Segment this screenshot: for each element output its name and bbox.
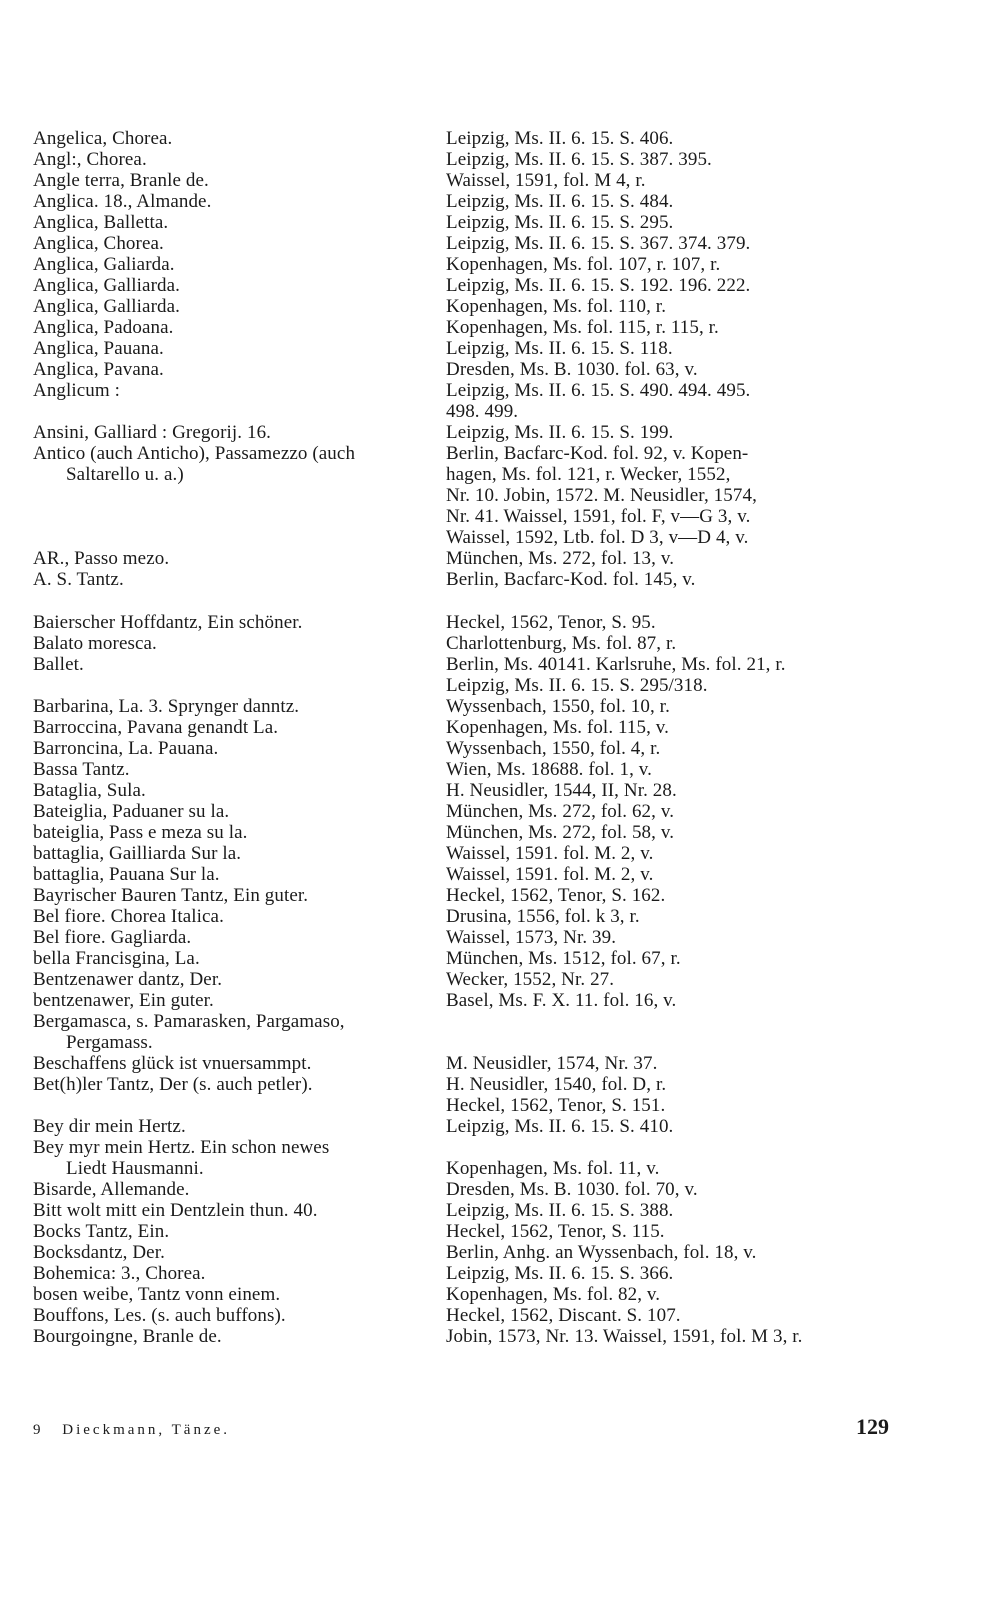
- entry-title-line: battaglia, Pauana Sur la.: [33, 864, 220, 885]
- entry-title: [33, 380, 436, 401]
- entry-source-line: Wyssenbach, 1550, fol. 10, r.: [446, 696, 670, 717]
- entry-source: [446, 1221, 895, 1242]
- entry-title-line: Barroncina, La. Pauana.: [33, 738, 219, 759]
- entry-source: [446, 1242, 895, 1263]
- entry-source: [446, 1137, 895, 1179]
- entry-source-line: Nr. 41. Waissel, 1591, fol. F, v—G 3, v.: [446, 506, 751, 527]
- entry-source: [446, 1200, 895, 1221]
- entry-source: [446, 296, 895, 317]
- entry-title-line: Anglica. 18., Almande.: [33, 191, 212, 212]
- entry-source-line: Leipzig, Ms. II. 6. 15. S. 199.: [446, 422, 674, 443]
- entry-title: [33, 254, 436, 275]
- entry-source-line: Leipzig, Ms. II. 6. 15. S. 484.: [446, 191, 674, 212]
- index-entry: [33, 422, 895, 443]
- entry-title: [33, 1116, 436, 1137]
- entry-source-line: Kopenhagen, Ms. fol. 115, r. 115, r.: [446, 317, 719, 338]
- entry-title-line: Bel fiore. Chorea Italica.: [33, 906, 224, 927]
- index-entry: [33, 191, 895, 212]
- index-entry: [33, 1011, 895, 1053]
- entry-source-line: Nr. 10. Jobin, 1572. M. Neusidler, 1574,: [446, 485, 757, 506]
- entry-title-line: Anglica, Galiarda.: [33, 254, 175, 275]
- entry-source-line: Kopenhagen, Ms. fol. 11, v.: [446, 1158, 660, 1179]
- entry-source-line: Waissel, 1591. fol. M. 2, v.: [446, 864, 654, 885]
- entry-title-line: Bohemica: 3., Chorea.: [33, 1263, 206, 1284]
- index-entry: [33, 969, 895, 990]
- page-footer: [33, 1414, 889, 1440]
- entry-source: [446, 275, 895, 296]
- index-entry: [33, 1284, 895, 1305]
- entry-title-line: Ansini, Galliard : Gregorij. 16.: [33, 422, 272, 443]
- index-entry: [33, 317, 895, 338]
- entry-source: [446, 696, 895, 717]
- entry-title: [33, 927, 436, 948]
- entry-source: [446, 759, 895, 780]
- entry-source-line: Heckel, 1562, Tenor, S. 151.: [446, 1095, 666, 1116]
- entry-source-line: Charlottenburg, Ms. fol. 87, r.: [446, 633, 677, 654]
- entry-source: [446, 569, 895, 590]
- entry-title: [33, 275, 436, 296]
- entry-source: [446, 380, 895, 422]
- index-entry: [33, 864, 895, 885]
- index-entry: [33, 170, 895, 191]
- entry-title-line: Bayrischer Bauren Tantz, Ein guter.: [33, 885, 309, 906]
- entry-source-line: Wien, Ms. 18688. fol. 1, v.: [446, 759, 652, 780]
- entry-title-line: Antico (auch Anticho), Passamezzo (auch: [33, 443, 356, 464]
- entry-source-line: Berlin, Bacfarc-Kod. fol. 92, v. Kopen-: [446, 443, 749, 464]
- index-entry: [33, 548, 895, 569]
- entry-source-line: 498. 499.: [446, 401, 519, 422]
- entry-source-line: Dresden, Ms. B. 1030. fol. 63, v.: [446, 359, 698, 380]
- index-entries: [33, 128, 895, 1347]
- entry-title: [33, 1074, 436, 1095]
- signature-text: Dieckmann, Tänze.: [62, 1422, 231, 1438]
- entry-title-line: bella Francisgina, La.: [33, 948, 200, 969]
- entry-title: [33, 780, 436, 801]
- entry-title: [33, 759, 436, 780]
- entry-source-line: Leipzig, Ms. II. 6. 15. S. 366.: [446, 1263, 674, 1284]
- entry-title-line: Bitt wolt mitt ein Dentzlein thun. 40.: [33, 1200, 318, 1221]
- entry-title: [33, 128, 436, 149]
- index-entry: [33, 1305, 895, 1326]
- entry-title: [33, 359, 436, 380]
- index-entry: [33, 633, 895, 654]
- entry-title: [33, 843, 436, 864]
- entry-source: [446, 1074, 895, 1116]
- index-entry: [33, 128, 895, 149]
- entry-source: [446, 1284, 895, 1305]
- entry-title: [33, 801, 436, 822]
- entry-source-line: H. Neusidler, 1544, II, Nr. 28.: [446, 780, 677, 801]
- entry-source: [446, 443, 895, 548]
- entry-source: [446, 864, 895, 885]
- entry-source-line: Leipzig, Ms. II. 6. 15. S. 406.: [446, 128, 674, 149]
- entry-source-line: München, Ms. 272, fol. 62, v.: [446, 801, 675, 822]
- entry-title-line: Beschaffens glück ist vnuersammpt.: [33, 1053, 312, 1074]
- entry-title-line: Ballet.: [33, 654, 84, 675]
- entry-source: [446, 1179, 895, 1200]
- entry-source: [446, 422, 895, 443]
- entry-title-line: Anglica, Chorea.: [33, 233, 164, 254]
- entry-title-line: AR., Passo mezo.: [33, 548, 170, 569]
- index-entry: [33, 1200, 895, 1221]
- entry-title-line: Bocks Tantz, Ein.: [33, 1221, 170, 1242]
- index-entry: [33, 1137, 895, 1179]
- index-entry: [33, 1221, 895, 1242]
- index-entry: [33, 696, 895, 717]
- entry-source-line: Dresden, Ms. B. 1030. fol. 70, v.: [446, 1179, 698, 1200]
- entry-title: [33, 864, 436, 885]
- entry-title-line: Bassa Tantz.: [33, 759, 130, 780]
- entry-source: [446, 149, 895, 170]
- entry-title-line: Bey dir mein Hertz.: [33, 1116, 186, 1137]
- entry-title: [33, 990, 436, 1011]
- entry-source: [446, 990, 895, 1011]
- index-entry: [33, 612, 895, 633]
- entry-title: [33, 1137, 436, 1179]
- entry-title-line: bentzenawer, Ein guter.: [33, 990, 214, 1011]
- entry-source-line: M. Neusidler, 1574, Nr. 37.: [446, 1053, 658, 1074]
- entry-source: [446, 633, 895, 654]
- index-entry: [33, 1053, 895, 1074]
- entry-source-line: München, Ms. 272, fol. 13, v.: [446, 548, 675, 569]
- index-entry: [33, 149, 895, 170]
- entry-title-line: Baierscher Hoffdantz, Ein schöner.: [33, 612, 303, 633]
- entry-title: [33, 969, 436, 990]
- entry-title-line: bosen weibe, Tantz vonn einem.: [33, 1284, 281, 1305]
- entry-source: [446, 927, 895, 948]
- entry-source-line: Leipzig, Ms. II. 6. 15. S. 295/318.: [446, 675, 708, 696]
- entry-source: [446, 654, 895, 696]
- index-entry: [33, 1179, 895, 1200]
- entry-title: [33, 233, 436, 254]
- entry-title-line: A. S. Tantz.: [33, 569, 124, 590]
- entry-title: [33, 1284, 436, 1305]
- entry-title: [33, 1242, 436, 1263]
- entry-title-line: Barbarina, La. 3. Sprynger danntz.: [33, 696, 300, 717]
- entry-title-line: bateiglia, Pass e meza su la.: [33, 822, 248, 843]
- entry-title: [33, 1263, 436, 1284]
- entry-source: [446, 191, 895, 212]
- entry-source-line: Wecker, 1552, Nr. 27.: [446, 969, 615, 990]
- entry-title-line: Anglica, Galliarda.: [33, 296, 180, 317]
- entry-source: [446, 1116, 895, 1137]
- entry-title: [33, 443, 436, 485]
- entry-source-line: Heckel, 1562, Tenor, S. 95.: [446, 612, 656, 633]
- entry-title: [33, 696, 436, 717]
- entry-source-line: Kopenhagen, Ms. fol. 110, r.: [446, 296, 667, 317]
- entry-title: [33, 1305, 436, 1326]
- entry-source: [446, 1053, 895, 1074]
- entry-title: [33, 296, 436, 317]
- entry-title-line: Bisarde, Allemande.: [33, 1179, 190, 1200]
- entry-source: [446, 254, 895, 275]
- entry-source: [446, 1326, 895, 1347]
- entry-source-line: Waissel, 1592, Ltb. fol. D 3, v—D 4, v.: [446, 527, 749, 548]
- entry-title-line: Angelica, Chorea.: [33, 128, 173, 149]
- index-entry: [33, 359, 895, 380]
- index-entry: [33, 212, 895, 233]
- entry-source: [446, 969, 895, 990]
- entry-source: [446, 128, 895, 149]
- entry-title-line: Anglica, Padoana.: [33, 317, 174, 338]
- entry-title: [33, 1326, 436, 1347]
- index-entry: [33, 990, 895, 1011]
- entry-source-line: Waissel, 1591. fol. M. 2, v.: [446, 843, 654, 864]
- entry-source-line: Waissel, 1573, Nr. 39.: [446, 927, 617, 948]
- entry-source-line: München, Ms. 1512, fol. 67, r.: [446, 948, 681, 969]
- entry-source-line: Kopenhagen, Ms. fol. 115, v.: [446, 717, 670, 738]
- entry-source: [446, 359, 895, 380]
- entry-source-line: Leipzig, Ms. II. 6. 15. S. 410.: [446, 1116, 674, 1137]
- entry-title-line: Bentzenawer dantz, Der.: [33, 969, 223, 990]
- entry-title-line: Bouffons, Les. (s. auch buffons).: [33, 1305, 286, 1326]
- index-entry: [33, 717, 895, 738]
- index-entry: [33, 885, 895, 906]
- entry-source: [446, 1305, 895, 1326]
- entry-title: [33, 654, 436, 675]
- entry-title-line: battaglia, Gailliarda Sur la.: [33, 843, 242, 864]
- entry-source: [446, 822, 895, 843]
- entry-source-line: Leipzig, Ms. II. 6. 15. S. 192. 196. 222.: [446, 275, 751, 296]
- entry-source: [446, 548, 895, 569]
- entry-title: [33, 191, 436, 212]
- entry-source-line: H. Neusidler, 1540, fol. D, r.: [446, 1074, 667, 1095]
- entry-title-line: Anglica, Pavana.: [33, 359, 164, 380]
- entry-title: [33, 738, 436, 759]
- entry-source-line: Kopenhagen, Ms. fol. 107, r. 107, r.: [446, 254, 721, 275]
- entry-title: [33, 422, 436, 443]
- entry-source: [446, 906, 895, 927]
- entry-source-line: Berlin, Ms. 40141. Karlsruhe, Ms. fol. 21, r.: [446, 654, 786, 675]
- index-entry: [33, 1074, 895, 1116]
- entry-title: [33, 569, 436, 590]
- index-entry: [33, 654, 895, 696]
- entry-title-line: Anglicum :: [33, 380, 121, 401]
- entry-title-line: Angle terra, Branle de.: [33, 170, 209, 191]
- entry-source-line: Leipzig, Ms. II. 6. 15. S. 388.: [446, 1200, 674, 1221]
- entry-source-line: Waissel, 1591, fol. M 4, r.: [446, 170, 646, 191]
- index-entry: [33, 843, 895, 864]
- index-entry: [33, 1326, 895, 1347]
- index-entry: [33, 822, 895, 843]
- entry-source-line: Leipzig, Ms. II. 6. 15. S. 118.: [446, 338, 673, 359]
- entry-source: [446, 317, 895, 338]
- entry-title-line: Anglica, Balletta.: [33, 212, 169, 233]
- entry-source-line: Berlin, Anhg. an Wyssenbach, fol. 18, v.: [446, 1242, 757, 1263]
- entry-title: [33, 612, 436, 633]
- entry-source-line: Leipzig, Ms. II. 6. 15. S. 295.: [446, 212, 674, 233]
- entry-title-line: Bel fiore. Gagliarda.: [33, 927, 192, 948]
- page-number: 129: [856, 1414, 889, 1439]
- entry-source: [446, 780, 895, 801]
- index-entry: [33, 1116, 895, 1137]
- entry-title: [33, 317, 436, 338]
- entry-source-line: Wyssenbach, 1550, fol. 4, r.: [446, 738, 661, 759]
- entry-title-line: Bocksdantz, Der.: [33, 1242, 165, 1263]
- entry-title: [33, 633, 436, 654]
- entry-title-line: Angl:, Chorea.: [33, 149, 147, 170]
- entry-title-line: Anglica, Galliarda.: [33, 275, 180, 296]
- index-entry: [33, 296, 895, 317]
- entry-title: [33, 717, 436, 738]
- entry-title-line: Barroccina, Pavana genandt La.: [33, 717, 279, 738]
- entry-title-line: Anglica, Pauana.: [33, 338, 164, 359]
- entry-title-line: Bergamasca, s. Pamarasken, Pargamaso,: [33, 1011, 345, 1032]
- index-entry: [33, 948, 895, 969]
- index-entry: [33, 338, 895, 359]
- entry-title: [33, 212, 436, 233]
- entry-title: [33, 948, 436, 969]
- entry-title-line: Bey myr mein Hertz. Ein schon newes: [33, 1137, 330, 1158]
- entry-source-line: Leipzig, Ms. II. 6. 15. S. 387. 395.: [446, 149, 712, 170]
- entry-source-line: Heckel, 1562, Discant. S. 107.: [446, 1305, 681, 1326]
- entry-title: [33, 1200, 436, 1221]
- entry-title-line: Balato moresca.: [33, 633, 157, 654]
- entry-title-line: Bataglia, Sula.: [33, 780, 146, 801]
- entry-source: [446, 212, 895, 233]
- index-entry: [33, 759, 895, 780]
- entry-title-line: Bet(h)ler Tantz, Der (s. auch petler).: [33, 1074, 313, 1095]
- entry-source-line: Basel, Ms. F. X. 11. fol. 16, v.: [446, 990, 677, 1011]
- index-entry: [33, 233, 895, 254]
- entry-source: [446, 1263, 895, 1284]
- entry-source: [446, 612, 895, 633]
- index-entry: [33, 927, 895, 948]
- entry-source: [446, 717, 895, 738]
- entry-source-line: Heckel, 1562, Tenor, S. 162.: [446, 885, 666, 906]
- entry-source-line: Leipzig, Ms. II. 6. 15. S. 367. 374. 379.: [446, 233, 751, 254]
- index-entry: [33, 906, 895, 927]
- entry-source-line: Jobin, 1573, Nr. 13. Waissel, 1591, fol. M 3, r.: [446, 1326, 803, 1347]
- index-entry: [33, 801, 895, 822]
- entry-title: [33, 822, 436, 843]
- entry-source-line: Heckel, 1562, Tenor, S. 115.: [446, 1221, 665, 1242]
- index-entry: [33, 254, 895, 275]
- entry-title: [33, 170, 436, 191]
- entry-title-line: Liedt Hausmanni.: [66, 1158, 204, 1179]
- entry-source-line: Kopenhagen, Ms. fol. 82, v.: [446, 1284, 661, 1305]
- entry-source-line: [446, 1137, 895, 1158]
- entry-title: [33, 548, 436, 569]
- index-entry: [33, 569, 895, 590]
- index-entry: [33, 443, 895, 548]
- entry-source: [446, 170, 895, 191]
- index-entry: [33, 275, 895, 296]
- index-entry: [33, 1242, 895, 1263]
- entry-source-line: Leipzig, Ms. II. 6. 15. S. 490. 494. 495.: [446, 380, 751, 401]
- entry-source-line: München, Ms. 272, fol. 58, v.: [446, 822, 675, 843]
- entry-source-line: Berlin, Bacfarc-Kod. fol. 145, v.: [446, 569, 696, 590]
- entry-source: [446, 885, 895, 906]
- printer-signature: [33, 1422, 230, 1439]
- entry-source: [446, 801, 895, 822]
- entry-title-line: Bateiglia, Paduaner su la.: [33, 801, 230, 822]
- entry-title: [33, 1053, 436, 1074]
- entry-title: [33, 906, 436, 927]
- entry-title: [33, 338, 436, 359]
- index-entry: [33, 780, 895, 801]
- entry-source: [446, 843, 895, 864]
- entry-title: [33, 1011, 436, 1053]
- entry-source-line: hagen, Ms. fol. 121, r. Wecker, 1552,: [446, 464, 731, 485]
- index-entry: [33, 738, 895, 759]
- entry-source: [446, 948, 895, 969]
- entry-title: [33, 1179, 436, 1200]
- entry-title-line: Pergamass.: [66, 1032, 153, 1053]
- entry-title: [33, 885, 436, 906]
- entry-title: [33, 1221, 436, 1242]
- entry-title-line: Saltarello u. a.): [66, 464, 184, 485]
- entry-title-line: Bourgoingne, Branle de.: [33, 1326, 222, 1347]
- signature-number: 9: [33, 1422, 41, 1438]
- entry-source: [446, 233, 895, 254]
- entry-title: [33, 149, 436, 170]
- index-entry: [33, 1263, 895, 1284]
- entry-source: [446, 738, 895, 759]
- entry-source-line: Drusina, 1556, fol. k 3, r.: [446, 906, 640, 927]
- entry-source: [446, 338, 895, 359]
- index-entry: [33, 380, 895, 422]
